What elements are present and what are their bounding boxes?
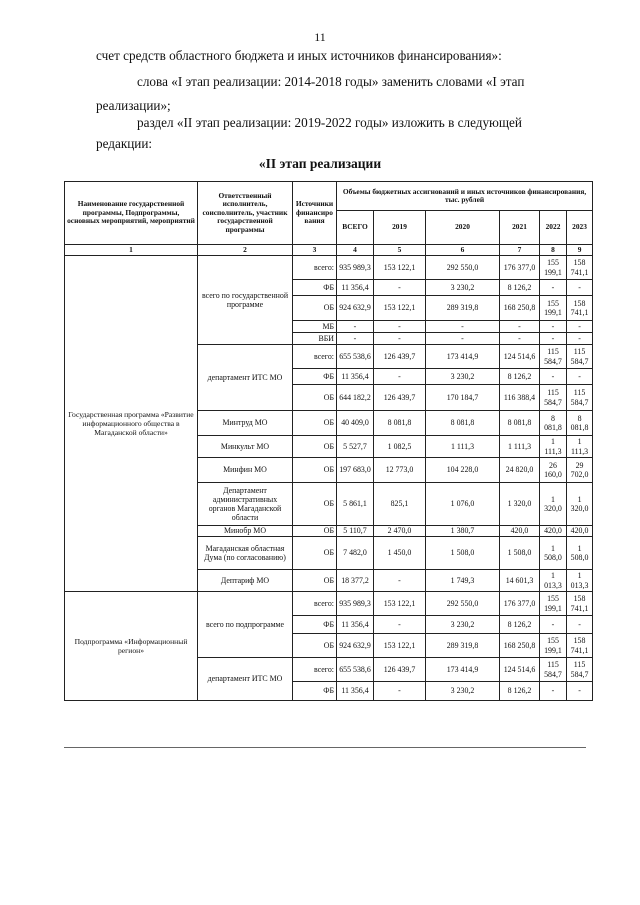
value-cell: 1 320,0 [540,483,567,526]
value-cell: 924 632,9 [337,634,374,658]
value-cell: - [374,333,426,345]
value-cell: - [567,321,593,333]
source-cell: ФБ [293,280,337,296]
executor-cell: Минфин МО [198,458,293,483]
value-cell: 1 013,3 [540,570,567,592]
value-cell: 153 122,1 [374,256,426,280]
value-cell: 153 122,1 [374,296,426,321]
value-cell: 176 377,0 [500,256,540,280]
value-cell: 124 514,6 [500,345,540,369]
value-cell: 168 250,8 [500,634,540,658]
value-cell: 115 584,7 [567,345,593,369]
executor-cell: всего по подпрограмме [198,592,293,658]
value-cell: 8 081,8 [500,411,540,436]
section-heading: «II этап реализации [258,156,382,171]
value-cell: 655 538,6 [337,345,374,369]
value-cell: 1 380,7 [426,526,500,537]
value-cell: 1 320,0 [567,483,593,526]
value-cell: 116 388,4 [500,385,540,411]
value-cell: 1 111,3 [426,436,500,458]
paragraph-3: реализации»; [96,98,171,113]
value-cell: 115 584,7 [567,658,593,682]
value-cell: 126 439,7 [374,658,426,682]
value-cell: 173 414,9 [426,345,500,369]
value-cell: 18 377,2 [337,570,374,592]
value-cell: - [374,616,426,634]
value-cell: 655 538,6 [337,658,374,682]
value-cell: 8 126,2 [500,682,540,701]
source-cell: ОБ [293,411,337,436]
header-volumes: Объемы бюджетных ассигнований и иных источников финансирования, тыс. рублей [337,182,593,211]
value-cell: - [374,321,426,333]
value-cell: 158 741,1 [567,592,593,616]
source-cell: ОБ [293,436,337,458]
value-cell: 11 356,4 [337,616,374,634]
value-cell: 8 081,8 [567,411,593,436]
value-cell: - [426,321,500,333]
value-cell: - [540,616,567,634]
colnum: 4 [337,245,374,256]
value-cell: 155 199,1 [540,634,567,658]
value-cell: 173 414,9 [426,658,500,682]
value-cell: 420,0 [500,526,540,537]
paragraph-2: слова «I этап реализации: 2014-2018 годы» заменить словами «I этап [137,74,525,89]
value-cell: 158 741,1 [567,634,593,658]
source-cell: ВБИ [293,333,337,345]
value-cell: 1 508,0 [567,537,593,570]
value-cell: - [567,280,593,296]
value-cell: 14 601,3 [500,570,540,592]
value-cell: 825,1 [374,483,426,526]
value-cell: 115 584,7 [540,658,567,682]
table-body [65,256,593,701]
value-cell: 289 319,8 [426,296,500,321]
table-row [65,256,593,280]
colnum: 6 [426,245,500,256]
source-cell: ОБ [293,634,337,658]
header-executor: Ответственный исполнитель, соисполнитель, участник государственной программы [198,182,293,245]
value-cell: 115 584,7 [567,385,593,411]
value-cell: 115 584,7 [540,345,567,369]
value-cell: 155 199,1 [540,592,567,616]
value-cell: 5 527,7 [337,436,374,458]
value-cell: 8 081,8 [374,411,426,436]
value-cell: 126 439,7 [374,385,426,411]
header-year-2023: 2023 [567,211,593,245]
value-cell: 153 122,1 [374,634,426,658]
value-cell: 1 111,3 [567,436,593,458]
colnum: 7 [500,245,540,256]
colnum: 3 [293,245,337,256]
value-cell: 3 230,2 [426,280,500,296]
executor-cell: всего по государственной программе [198,256,293,345]
executor-cell: департамент ИТС МО [198,345,293,411]
value-cell: 158 741,1 [567,296,593,321]
value-cell: 5 861,1 [337,483,374,526]
source-cell: всего: [293,345,337,369]
value-cell: - [337,321,374,333]
value-cell: 8 126,2 [500,616,540,634]
executor-cell: Минкульт МО [198,436,293,458]
executor-cell: Департамент административных органов Магаданской области [198,483,293,526]
source-cell: ОБ [293,385,337,411]
value-cell: 197 683,0 [337,458,374,483]
value-cell: 5 110,7 [337,526,374,537]
value-cell: 11 356,4 [337,280,374,296]
value-cell: 126 439,7 [374,345,426,369]
value-cell: 935 989,3 [337,592,374,616]
paragraph-1: счет средств областного бюджета и иных источников финансирования»: [96,48,502,63]
value-cell: - [567,369,593,385]
executor-cell: Минтруд МО [198,411,293,436]
source-cell: ОБ [293,483,337,526]
header-year-2022: 2022 [540,211,567,245]
value-cell: - [500,321,540,333]
program-name-cell: Подпрограмма «Информационный регион» [65,592,198,701]
value-cell: 3 230,2 [426,682,500,701]
source-cell: ОБ [293,537,337,570]
colnum: 1 [65,245,198,256]
source-cell: ФБ [293,682,337,701]
table-header [65,182,593,256]
header-year-2019: 2019 [374,211,426,245]
value-cell: - [426,333,500,345]
value-cell: 8 126,2 [500,280,540,296]
value-cell: - [374,369,426,385]
page-number: 11 [314,30,326,44]
value-cell: - [567,616,593,634]
executor-cell: Магаданская областная Дума (по согласованию) [198,537,293,570]
value-cell: - [567,333,593,345]
value-cell: 8 081,8 [426,411,500,436]
value-cell: 12 773,0 [374,458,426,483]
value-cell: 644 182,2 [337,385,374,411]
source-cell: ОБ [293,296,337,321]
value-cell: 8 081,8 [540,411,567,436]
value-cell: 40 409,0 [337,411,374,436]
value-cell: 115 584,7 [540,385,567,411]
value-cell: - [374,280,426,296]
value-cell: 1 013,3 [567,570,593,592]
source-cell: ОБ [293,458,337,483]
colnum: 8 [540,245,567,256]
colnum: 5 [374,245,426,256]
value-cell: 11 356,4 [337,682,374,701]
value-cell: - [540,321,567,333]
value-cell: 1 320,0 [500,483,540,526]
value-cell: 7 482,0 [337,537,374,570]
colnum: 9 [567,245,593,256]
value-cell: 176 377,0 [500,592,540,616]
value-cell: 1 082,5 [374,436,426,458]
footer-divider [64,747,586,748]
source-cell: МБ [293,321,337,333]
paragraph-4: раздел «II этап реализации: 2019-2022 годы» изложить в следующей [137,115,522,130]
value-cell: 1 749,3 [426,570,500,592]
header-name: Наименование государственной программы, Подпрограммы, основных мероприятий, мероприятий [65,182,198,245]
value-cell: 29 702,0 [567,458,593,483]
source-cell: всего: [293,592,337,616]
value-cell: 153 122,1 [374,592,426,616]
source-cell: всего: [293,658,337,682]
value-cell: 11 356,4 [337,369,374,385]
value-cell: 124 514,6 [500,658,540,682]
value-cell: 924 632,9 [337,296,374,321]
source-cell: ОБ [293,570,337,592]
value-cell: 1 111,3 [540,436,567,458]
value-cell: - [540,682,567,701]
value-cell: 292 550,0 [426,256,500,280]
table-row [65,592,593,616]
header-year-2021: 2021 [500,211,540,245]
value-cell: 3 230,2 [426,369,500,385]
value-cell: 3 230,2 [426,616,500,634]
value-cell: 26 160,0 [540,458,567,483]
source-cell: всего: [293,256,337,280]
value-cell: - [374,570,426,592]
value-cell: - [540,369,567,385]
value-cell: - [500,333,540,345]
program-name-cell: Государственная программа «Развитие информационного общества в Магаданской области» [65,256,198,592]
value-cell: 8 126,2 [500,369,540,385]
source-cell: ФБ [293,369,337,385]
value-cell: 1 508,0 [540,537,567,570]
value-cell: - [374,682,426,701]
value-cell: 158 741,1 [567,256,593,280]
executor-cell: Минобр МО [198,526,293,537]
header-year-total: ВСЕГО [337,211,374,245]
value-cell: 155 199,1 [540,296,567,321]
value-cell: 168 250,8 [500,296,540,321]
header-source: Источники финансирования [293,182,337,245]
paragraph-5: редакции: [96,136,153,151]
value-cell: 1 450,0 [374,537,426,570]
header-year-2020: 2020 [426,211,500,245]
executor-cell: департамент ИТС МО [198,658,293,701]
source-cell: ОБ [293,526,337,537]
value-cell: - [337,333,374,345]
value-cell: 420,0 [567,526,593,537]
value-cell: 1 111,3 [500,436,540,458]
value-cell: 289 319,8 [426,634,500,658]
value-cell: 104 228,0 [426,458,500,483]
value-cell: - [540,280,567,296]
value-cell: - [540,333,567,345]
value-cell: 155 199,1 [540,256,567,280]
value-cell: 1 076,0 [426,483,500,526]
value-cell: 292 550,0 [426,592,500,616]
value-cell: 935 989,3 [337,256,374,280]
budget-table [64,181,593,701]
value-cell: 24 820,0 [500,458,540,483]
executor-cell: Дептариф МО [198,570,293,592]
value-cell: 2 470,0 [374,526,426,537]
value-cell: - [567,682,593,701]
value-cell: 1 508,0 [500,537,540,570]
value-cell: 420,0 [540,526,567,537]
value-cell: 170 184,7 [426,385,500,411]
column-number-row [65,245,593,256]
source-cell: ФБ [293,616,337,634]
value-cell: 1 508,0 [426,537,500,570]
colnum: 2 [198,245,293,256]
